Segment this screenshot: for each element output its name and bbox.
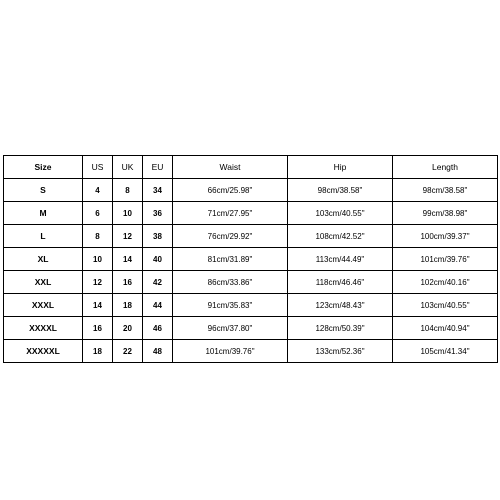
cell-size: XXL — [4, 271, 83, 294]
cell-size: XXXL — [4, 294, 83, 317]
table-row — [4, 248, 498, 271]
cell-us: 12 — [83, 271, 113, 294]
cell-us: 4 — [83, 179, 113, 202]
cell-uk: 12 — [113, 225, 143, 248]
cell-eu: 34 — [143, 179, 173, 202]
cell-size: XXXXXL — [4, 340, 83, 363]
cell-length: 105cm/41.34" — [393, 340, 498, 363]
cell-size: L — [4, 225, 83, 248]
size-chart-table — [3, 155, 498, 363]
cell-eu: 38 — [143, 225, 173, 248]
cell-waist: 76cm/29.92" — [173, 225, 288, 248]
cell-length: 104cm/40.94" — [393, 317, 498, 340]
cell-eu: 36 — [143, 202, 173, 225]
cell-hip: 118cm/46.46" — [288, 271, 393, 294]
cell-size: XL — [4, 248, 83, 271]
cell-size: XXXXL — [4, 317, 83, 340]
header-us: US — [83, 156, 113, 179]
header-length: Length — [393, 156, 498, 179]
cell-eu: 46 — [143, 317, 173, 340]
header-waist: Waist — [173, 156, 288, 179]
cell-hip: 108cm/42.52" — [288, 225, 393, 248]
cell-uk: 16 — [113, 271, 143, 294]
cell-uk: 10 — [113, 202, 143, 225]
cell-eu: 40 — [143, 248, 173, 271]
cell-waist: 81cm/31.89" — [173, 248, 288, 271]
table-row — [4, 317, 498, 340]
cell-uk: 8 — [113, 179, 143, 202]
cell-hip: 113cm/44.49" — [288, 248, 393, 271]
cell-eu: 44 — [143, 294, 173, 317]
cell-uk: 18 — [113, 294, 143, 317]
cell-hip: 128cm/50.39" — [288, 317, 393, 340]
cell-eu: 48 — [143, 340, 173, 363]
cell-us: 6 — [83, 202, 113, 225]
cell-waist: 66cm/25.98" — [173, 179, 288, 202]
cell-us: 16 — [83, 317, 113, 340]
header-size: Size — [4, 156, 83, 179]
table-row — [4, 294, 498, 317]
table-row — [4, 202, 498, 225]
cell-waist: 96cm/37.80" — [173, 317, 288, 340]
header-row — [4, 156, 498, 179]
cell-us: 18 — [83, 340, 113, 363]
cell-uk: 14 — [113, 248, 143, 271]
cell-waist: 86cm/33.86" — [173, 271, 288, 294]
table-row — [4, 225, 498, 248]
table-row — [4, 271, 498, 294]
cell-us: 14 — [83, 294, 113, 317]
cell-uk: 20 — [113, 317, 143, 340]
header-uk: UK — [113, 156, 143, 179]
cell-hip: 133cm/52.36" — [288, 340, 393, 363]
cell-waist: 71cm/27.95" — [173, 202, 288, 225]
header-hip: Hip — [288, 156, 393, 179]
cell-us: 10 — [83, 248, 113, 271]
cell-eu: 42 — [143, 271, 173, 294]
table-row — [4, 179, 498, 202]
cell-length: 102cm/40.16" — [393, 271, 498, 294]
cell-length: 98cm/38.58" — [393, 179, 498, 202]
header-eu: EU — [143, 156, 173, 179]
cell-uk: 22 — [113, 340, 143, 363]
cell-size: S — [4, 179, 83, 202]
cell-hip: 123cm/48.43" — [288, 294, 393, 317]
cell-length: 100cm/39.37" — [393, 225, 498, 248]
cell-hip: 98cm/38.58" — [288, 179, 393, 202]
cell-length: 99cm/38.98" — [393, 202, 498, 225]
cell-length: 101cm/39.76" — [393, 248, 498, 271]
cell-size: M — [4, 202, 83, 225]
cell-hip: 103cm/40.55" — [288, 202, 393, 225]
table-row — [4, 340, 498, 363]
cell-length: 103cm/40.55" — [393, 294, 498, 317]
cell-waist: 101cm/39.76" — [173, 340, 288, 363]
cell-us: 8 — [83, 225, 113, 248]
cell-waist: 91cm/35.83" — [173, 294, 288, 317]
